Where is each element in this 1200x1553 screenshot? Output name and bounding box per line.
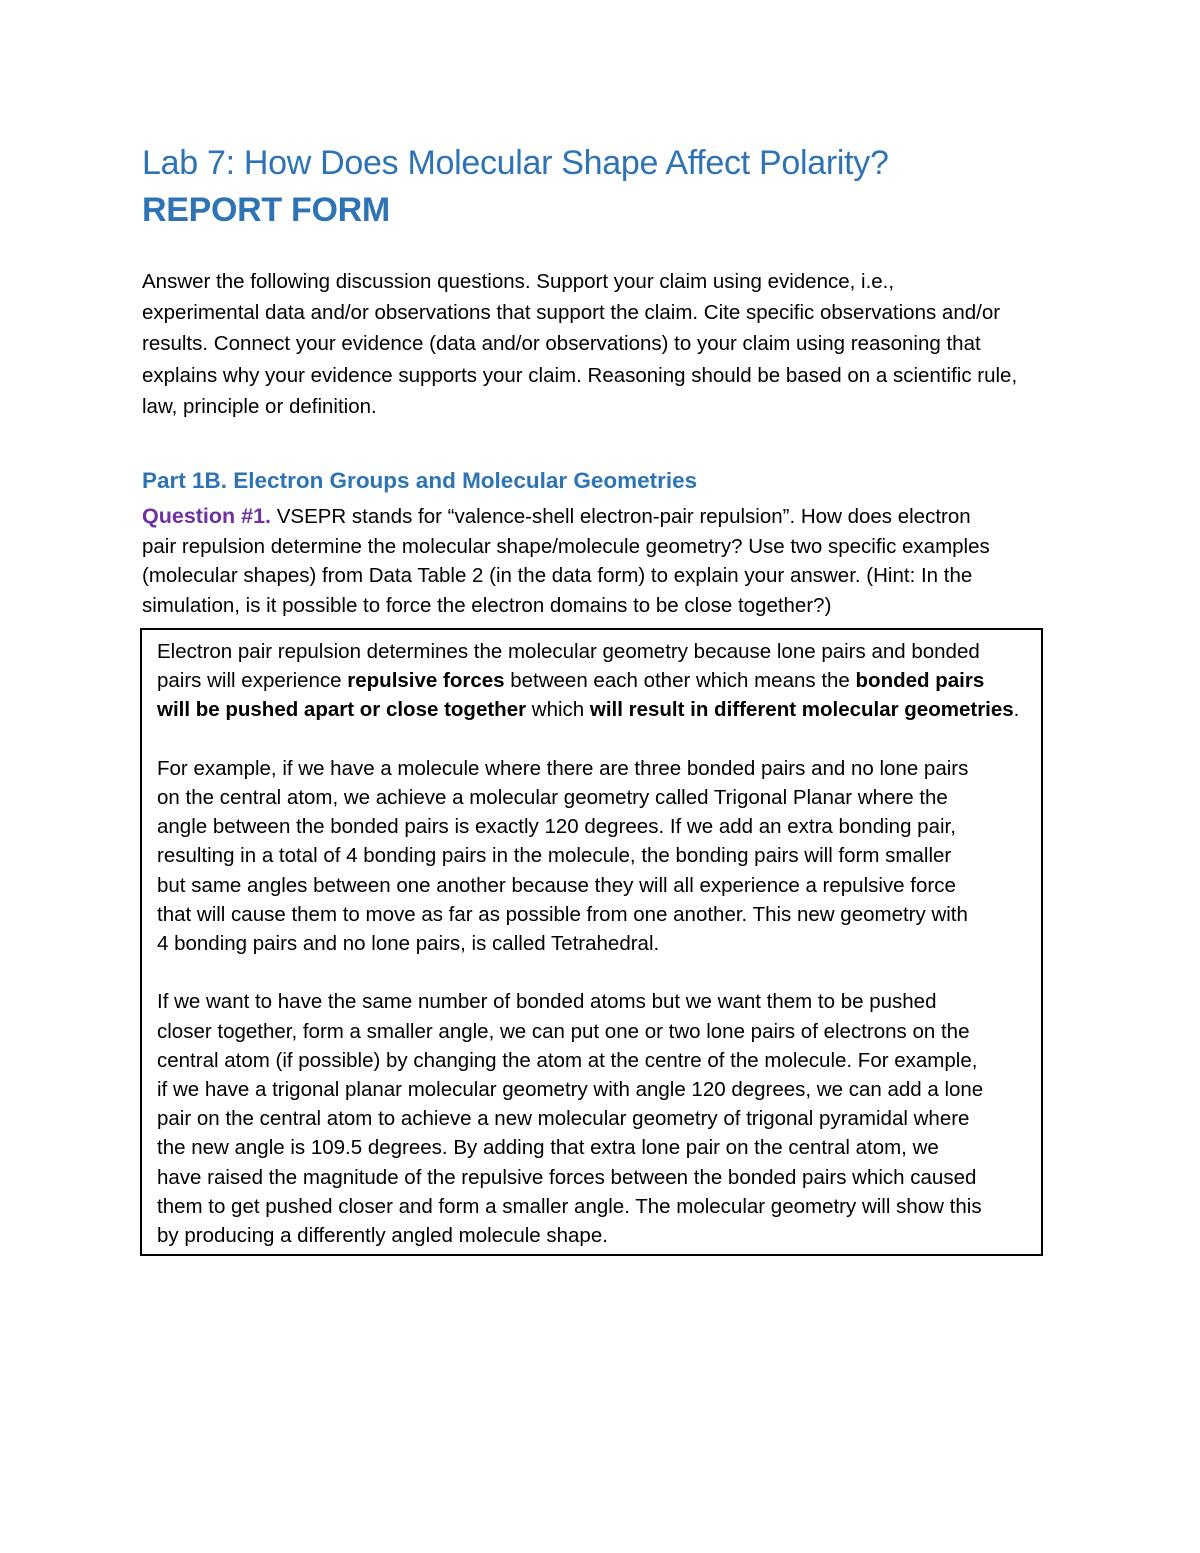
answer-line: angle between the bonded pairs is exactly 120 degrees. If we add an extra bonding pair,	[157, 815, 956, 839]
answer-text	[157, 637, 1037, 1250]
answer-fragment: which	[526, 698, 590, 722]
answer-line: If we want to have the same number of bonded atoms but we want them to be pushed	[157, 990, 937, 1014]
answer-line: if we have a trigonal planar molecular geometry with angle 120 degrees, we can add a lone	[157, 1078, 984, 1102]
answer-bold-fragment: bonded pairs	[855, 669, 985, 693]
title-line-1: Lab 7: How Does Molecular Shape Affect Polarity?	[142, 144, 889, 182]
answer-line: Electron pair repulsion determines the molecular geometry because lone pairs and bonded	[157, 640, 980, 663]
answer-line: that will cause them to move as far as possible from one another. This new geometry with	[157, 902, 968, 926]
instructions-line: results. Connect your evidence (data and/or observations) to your claim using reasoning that	[142, 332, 981, 356]
paragraph-gap	[157, 958, 1037, 987]
answer-fragment: .	[1013, 698, 1020, 722]
question-1	[142, 502, 1072, 620]
question-line	[142, 502, 1072, 532]
question-line: simulation, is it possible to force the electron domains to be close together?)	[142, 593, 832, 617]
answer-line	[157, 695, 1037, 724]
answer-fragment: between each other which means the	[504, 669, 856, 693]
answer-line: by producing a differently angled molecule shape.	[157, 1224, 608, 1248]
question-text: VSEPR stands for “valence-shell electron-pair repulsion”. How does electron	[271, 505, 971, 528]
answer-line: pair on the central atom to achieve a new molecular geometry of trigonal pyramidal where	[157, 1107, 970, 1131]
answer-line: have raised the magnitude of the repulsive forces between the bonded pairs which caused	[157, 1165, 977, 1189]
answer-line: central atom (if possible) by changing the atom at the centre of the molecule. For example,	[157, 1048, 978, 1072]
answer-line: resulting in a total of 4 bonding pairs in the molecule, the bonding pairs will form smaller	[157, 844, 952, 868]
answer-line: For example, if we have a molecule where there are three bonded pairs and no lone pairs	[157, 756, 969, 780]
answer-bold-fragment: repulsive forces	[347, 669, 505, 693]
instructions-line: experimental data and/or observations that support the claim. Cite specific observations and/or	[142, 301, 1001, 325]
instructions-paragraph	[142, 266, 1072, 422]
question-line: (molecular shapes) from Data Table 2 (in the data form) to explain your answer. (Hint: In the	[142, 564, 973, 587]
answer-line: them to get pushed closer and form a smaller angle. The molecular geometry will show this	[157, 1194, 982, 1218]
answer-line: closer together, form a smaller angle, we can put one or two lone pairs of electrons on the	[157, 1019, 970, 1043]
answer-line: but same angles between one another because they will all experience a repulsive force	[157, 873, 956, 897]
instructions-line: law, principle or definition.	[142, 394, 377, 418]
answer-bold-fragment: will be pushed apart or close together	[157, 698, 527, 722]
paragraph-gap	[157, 725, 1037, 754]
answer-line: 4 bonding pairs and no lone pairs, is called Tetrahedral.	[157, 932, 660, 956]
answer-fragment: pairs will experience	[157, 669, 348, 693]
section-heading: Part 1B. Electron Groups and Molecular Geometries	[142, 468, 698, 493]
instructions-line: Answer the following discussion questions. Support your claim using evidence, i.e.,	[142, 270, 895, 293]
answer-line: the new angle is 109.5 degrees. By adding that extra lone pair on the central atom, we	[157, 1136, 939, 1160]
answer-bold-fragment: will result in different molecular geometries	[589, 698, 1014, 722]
title-line-2: REPORT FORM	[142, 191, 390, 229]
answer-line: on the central atom, we achieve a molecular geometry called Trigonal Planar where the	[157, 786, 948, 809]
question-line: pair repulsion determine the molecular shape/molecule geometry? Use two specific examples	[142, 534, 990, 558]
page-title	[142, 140, 1102, 234]
instructions-line: explains why your evidence supports your claim. Reasoning should be based on a scientific rule,	[142, 363, 1018, 387]
question-label: Question #1.	[142, 504, 272, 528]
answer-line	[157, 666, 1037, 695]
